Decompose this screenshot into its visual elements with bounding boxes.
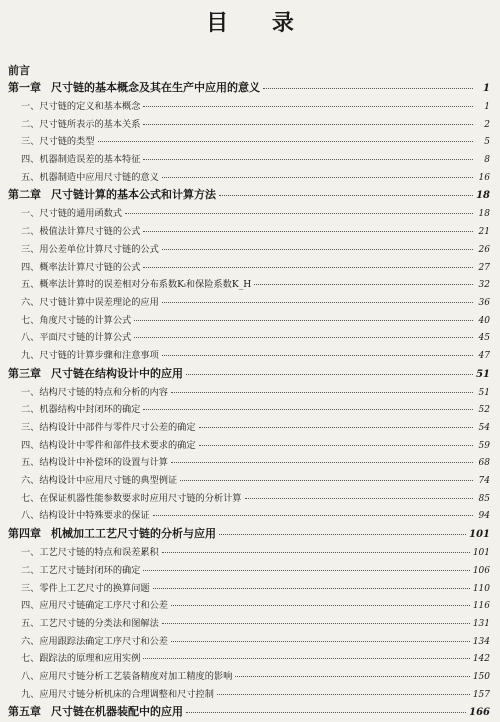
- section-title: 九、应用尺寸链分析机床的合理调整和尺寸控制: [21, 688, 214, 700]
- section-title: 三、尺寸链的类型: [21, 136, 95, 148]
- section-title: 二、工艺尺寸链封闭环的确定: [21, 564, 141, 576]
- section-page-number: 27: [478, 262, 490, 273]
- section-title: 四、应用尺寸链确定工序尺寸和公差: [21, 600, 168, 612]
- dot-leader: [143, 570, 469, 571]
- toc-section[interactable]: [8, 507, 490, 525]
- section-page-number: 74: [478, 476, 490, 487]
- toc-section[interactable]: [8, 347, 490, 365]
- section-title: 四、结构设计中零件和部件技术要求的确定: [21, 439, 196, 451]
- section-title: 八、应用尺寸链分析工艺装备精度对加工精度的影响: [21, 670, 233, 682]
- section-title: 三、零件上工艺尺寸的换算问题: [21, 582, 150, 594]
- dot-leader: [143, 124, 473, 125]
- section-title: 五、机器制造中应用尺寸链的意义: [21, 171, 159, 183]
- dot-leader: [186, 374, 473, 375]
- section-title: 四、概率法计算尺寸链的公式: [21, 261, 141, 273]
- toc-section[interactable]: [8, 668, 490, 686]
- toc-chapter[interactable]: [8, 703, 490, 722]
- toc-section[interactable]: [8, 276, 490, 294]
- section-page-number: 142: [472, 654, 490, 665]
- toc-section[interactable]: [8, 169, 490, 187]
- section-page-number: 85: [478, 493, 490, 504]
- dot-leader: [143, 159, 473, 160]
- dot-leader: [254, 284, 473, 285]
- section-page-number: 2: [484, 119, 490, 130]
- toc-section[interactable]: [8, 98, 490, 116]
- dot-leader: [199, 445, 473, 446]
- section-title: 七、在保证机器性能参数要求时应用尺寸链的分析计算: [21, 492, 242, 504]
- section-page-number: 131: [472, 618, 490, 629]
- chapter-title: 尺寸链计算的基本公式和计算方法: [51, 188, 216, 202]
- dot-leader: [263, 88, 473, 89]
- dot-leader: [162, 552, 470, 553]
- section-title: 七、跟踪法的原理和应用实例: [21, 653, 141, 665]
- dot-leader: [171, 605, 470, 606]
- chapter-page-number: 166: [469, 707, 490, 719]
- toc-section[interactable]: [8, 686, 490, 704]
- section-page-number: 150: [472, 671, 490, 682]
- toc-chapter[interactable]: [8, 79, 490, 98]
- chapter-label: 第三章: [8, 366, 41, 380]
- toc-section[interactable]: [8, 151, 490, 169]
- toc-section[interactable]: [8, 294, 490, 312]
- toc-chapter[interactable]: [8, 525, 490, 544]
- dot-leader: [245, 498, 474, 499]
- dot-leader: [186, 712, 466, 713]
- toc-section[interactable]: [8, 562, 490, 580]
- toc-section[interactable]: [8, 401, 490, 419]
- section-title: 一、工艺尺寸链的特点和误差累积: [21, 547, 159, 559]
- section-page-number: 110: [472, 583, 490, 594]
- chapter-page-number: 1: [483, 83, 490, 94]
- section-page-number: 47: [478, 350, 490, 361]
- toc-section[interactable]: [8, 490, 490, 508]
- section-page-number: 1: [484, 102, 490, 112]
- toc-section[interactable]: [8, 597, 490, 615]
- dot-leader: [143, 231, 473, 232]
- section-page-number: 5: [484, 137, 490, 148]
- dot-leader: [235, 676, 470, 677]
- section-page-number: 16: [478, 172, 490, 183]
- toc-section[interactable]: [8, 650, 490, 668]
- dot-leader: [125, 213, 473, 214]
- toc-section[interactable]: [8, 384, 490, 402]
- toc-section[interactable]: [8, 580, 490, 598]
- section-page-number: 18: [478, 209, 490, 220]
- chapter-page-number: 51: [476, 368, 490, 380]
- section-page-number: 157: [472, 689, 490, 700]
- toc-section[interactable]: [8, 312, 490, 330]
- toc-section[interactable]: [8, 544, 490, 562]
- chapter-page-number: 101: [469, 529, 490, 541]
- section-page-number: 106: [472, 565, 490, 576]
- section-title: 二、尺寸链所表示的基本关系: [21, 118, 141, 130]
- chapter-title: 尺寸链在机器装配中的应用: [51, 705, 183, 719]
- dot-leader: [153, 588, 470, 589]
- dot-leader: [219, 195, 473, 196]
- dot-leader: [143, 409, 473, 410]
- toc-section[interactable]: [8, 116, 490, 134]
- section-title: 五、概率法计算时的误差相对分布系数Kᵢ和保险系数K_H: [21, 279, 252, 291]
- section-page-number: 32: [478, 280, 490, 291]
- dot-leader: [162, 355, 473, 356]
- section-title: 六、应用跟踪法确定工序尺寸和公差: [21, 635, 168, 647]
- section-title: 六、结构设计中应用尺寸链的典型例证: [21, 475, 178, 487]
- dot-leader: [180, 480, 473, 481]
- section-page-number: 21: [478, 227, 490, 238]
- dot-leader: [143, 267, 473, 268]
- section-page-number: 68: [478, 458, 490, 469]
- dot-leader: [171, 392, 473, 393]
- section-page-number: 59: [478, 440, 490, 451]
- dot-leader: [134, 337, 473, 338]
- section-page-number: 54: [478, 423, 490, 433]
- dot-leader: [162, 249, 473, 250]
- section-title: 九、尺寸链的计算步骤和注意事项: [21, 349, 159, 361]
- section-page-number: 8: [484, 155, 490, 166]
- section-title: 六、尺寸链计算中误差理论的应用: [21, 296, 159, 308]
- toc-section[interactable]: [8, 329, 490, 347]
- dot-leader: [143, 106, 473, 107]
- chapter-title: 尺寸链在结构设计中的应用: [51, 366, 183, 380]
- section-title: 一、尺寸链的通用函数式: [21, 208, 123, 220]
- dot-leader: [143, 658, 469, 659]
- toc-section[interactable]: [8, 454, 490, 472]
- toc-section[interactable]: [8, 419, 490, 437]
- chapter-title: 尺寸链的基本概念及其在生产中应用的意义: [51, 81, 260, 94]
- page-title: 目 录: [206, 11, 312, 36]
- section-title: 二、极值法计算尺寸链的公式: [21, 226, 141, 238]
- toc-section[interactable]: [8, 223, 490, 241]
- dot-leader: [134, 320, 473, 321]
- dot-leader: [171, 641, 470, 642]
- section-page-number: 51: [478, 387, 490, 398]
- section-title: 二、机器结构中封闭环的确定: [21, 404, 141, 416]
- dot-leader: [171, 462, 473, 463]
- section-title: 八、结构设计中特殊要求的保证: [21, 510, 150, 522]
- dot-leader: [162, 177, 473, 178]
- chapter-title: 机械加工工艺尺寸链的分析与应用: [51, 527, 216, 541]
- section-page-number: 52: [478, 405, 490, 416]
- toc-section[interactable]: [8, 205, 490, 223]
- section-title: 一、尺寸链的定义和基本概念: [21, 101, 141, 112]
- section-page-number: 45: [478, 333, 490, 344]
- dot-leader: [162, 302, 473, 303]
- section-title: 一、结构尺寸链的特点和分析的内容: [21, 386, 168, 398]
- toc-chapter[interactable]: [8, 365, 490, 384]
- toc-section[interactable]: [8, 437, 490, 455]
- toc-preface[interactable]: [8, 62, 490, 79]
- chapter-label: 第五章: [8, 705, 41, 719]
- dot-leader: [162, 623, 470, 624]
- section-page-number: 40: [478, 315, 490, 326]
- dot-leader: [219, 534, 466, 535]
- section-page-number: 116: [472, 601, 490, 612]
- dot-leader: [153, 515, 473, 516]
- section-title: 七、角度尺寸链的计算公式: [21, 314, 132, 326]
- chapter-page-number: 18: [476, 190, 490, 202]
- section-title: 四、机器制造误差的基本特征: [21, 154, 141, 166]
- toc-section[interactable]: [8, 615, 490, 633]
- section-page-number: 101: [472, 548, 490, 559]
- preface-label: 前言: [8, 64, 30, 77]
- table-of-contents: [8, 62, 490, 722]
- chapter-label: 第二章: [8, 188, 41, 202]
- section-page-number: 94: [478, 511, 490, 522]
- dot-leader: [98, 141, 474, 142]
- toc-section[interactable]: [8, 633, 490, 651]
- dot-leader: [217, 694, 470, 695]
- toc-section[interactable]: [8, 259, 490, 277]
- section-title: 八、平面尺寸链的计算公式: [21, 332, 132, 344]
- section-title: 三、用公差单位计算尺寸链的公式: [21, 243, 159, 255]
- section-page-number: 134: [472, 636, 490, 647]
- toc-chapter[interactable]: [8, 186, 490, 205]
- chapter-label: 第四章: [8, 527, 41, 541]
- chapter-label: 第一章: [8, 81, 41, 94]
- toc-section[interactable]: [8, 241, 490, 259]
- section-title: 三、结构设计中部件与零件尺寸公差的确定: [21, 422, 196, 433]
- section-title: 五、结构设计中补偿环的设置与计算: [21, 457, 168, 469]
- dot-leader: [199, 427, 473, 428]
- section-page-number: 26: [478, 244, 490, 255]
- toc-section[interactable]: [8, 133, 490, 151]
- section-page-number: 36: [478, 297, 490, 308]
- toc-section[interactable]: [8, 472, 490, 490]
- section-title: 五、工艺尺寸链的分类法和图解法: [21, 617, 159, 629]
